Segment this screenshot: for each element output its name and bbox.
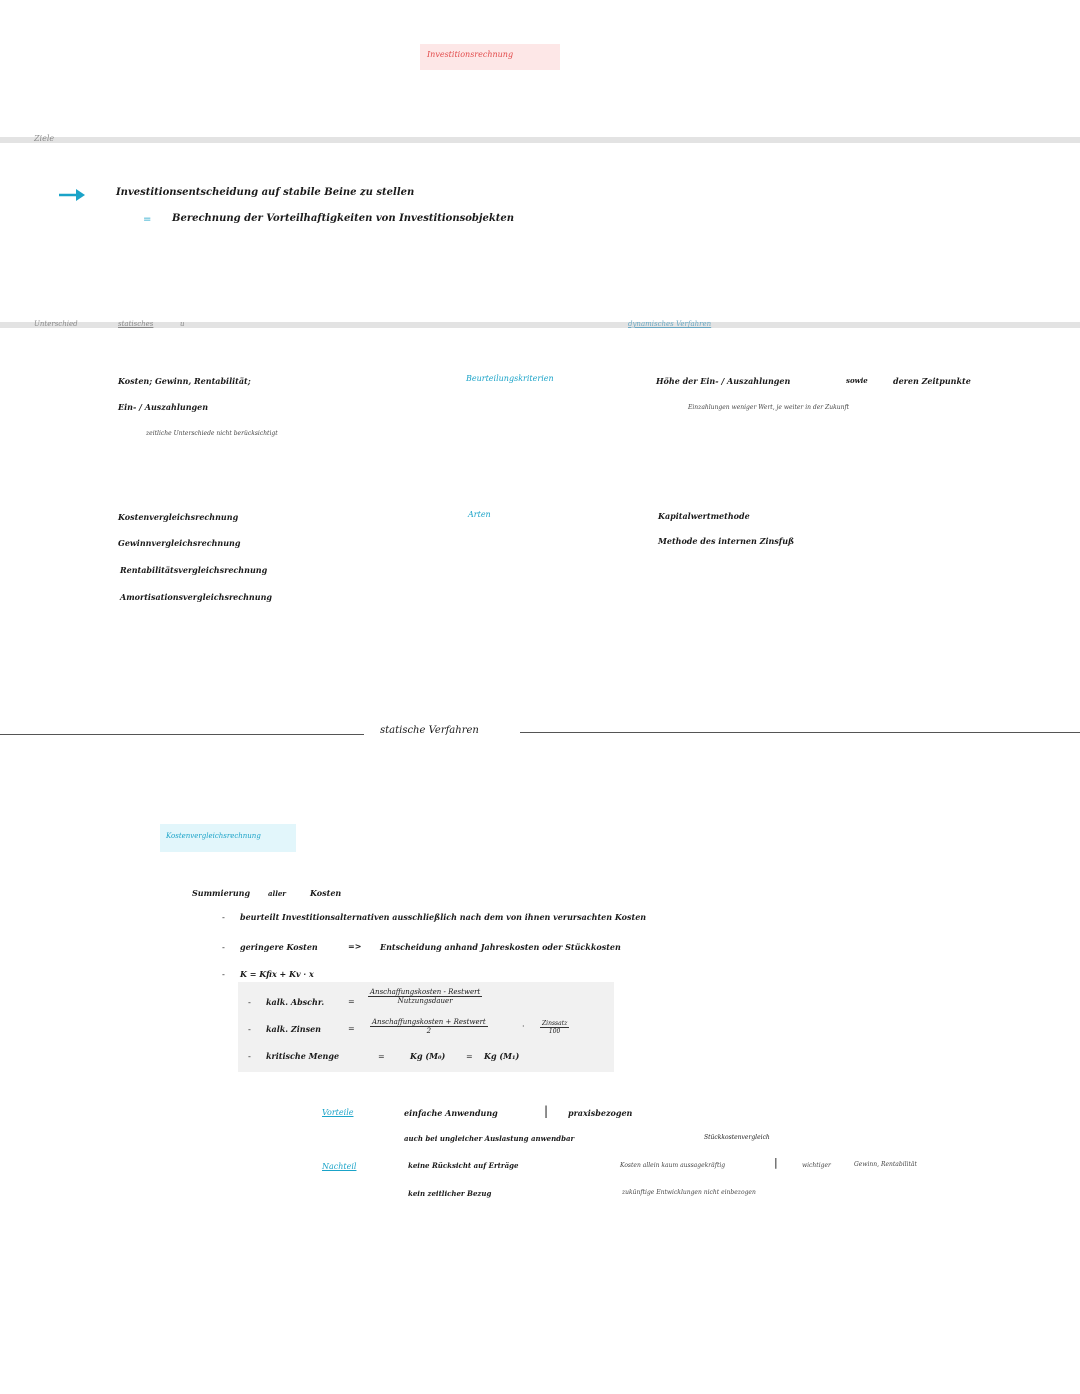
formula-menge-right: Kg (M₁) — [484, 1051, 520, 1061]
formula-zinssatz-den: 100 — [548, 1028, 561, 1035]
bullet-2-b: Entscheidung anhand Jahreskosten oder Stückkosten — [380, 942, 621, 952]
stueck-sep: | — [774, 1156, 778, 1169]
stueck-3: Gewinn, Rentabilität — [854, 1161, 917, 1168]
label-beurteilungskriterien: Beurteilungskriterien — [466, 374, 554, 383]
label-arten: Arten — [468, 510, 491, 519]
dynamisch-zeitpunkte: deren Zeitpunkte — [893, 376, 971, 386]
statisch-art-1: Kostenvergleichsrechnung — [118, 512, 239, 522]
formula-zinsen-mult: · — [522, 1022, 525, 1031]
formula-abschr-eq: = — [348, 997, 355, 1006]
formula-zinsen-label: kalk. Zinsen — [266, 1024, 321, 1034]
formula-zinssatz-num: Zinssatz — [542, 1020, 568, 1027]
formula-abschr-den: Nutzungsdauer — [397, 997, 453, 1005]
ziele-equals: = — [143, 214, 152, 225]
nachteil-2: kein zeitlicher Bezug — [408, 1189, 492, 1198]
statisch-kriterien-1: Kosten; Gewinn, Rentabilität; — [118, 376, 251, 386]
stueck-label: Stückkostenvergleich — [704, 1134, 770, 1141]
heading-rule-right — [520, 732, 1080, 733]
formula-zinssatz-fraction — [540, 1020, 569, 1035]
formula-zinsen-eq: = — [348, 1024, 355, 1033]
ziele-divider — [0, 137, 1080, 143]
bullet-1: beurteilt Investitionsalternativen ausschließlich nach dem von ihnen verursachten Kosten — [240, 912, 647, 922]
stueck-4: zukünftige Entwicklungen nicht einbezogen — [622, 1189, 756, 1196]
formula-zinsen-den: 2 — [426, 1027, 432, 1035]
summierung-1: Summierung — [192, 888, 251, 898]
formula-dash-3: - — [248, 1052, 251, 1061]
vorteil-sep: | — [544, 1104, 549, 1118]
bullet-dash-1: - — [222, 913, 225, 922]
heading-rule-left — [0, 734, 364, 735]
heading-statische-verfahren: statische Verfahren — [380, 725, 479, 736]
ziele-line-1: Investitionsentscheidung auf stabile Beine zu stellen — [116, 187, 415, 198]
stueck-1: Kosten allein kaum aussagekräftig — [620, 1162, 726, 1169]
summierung-3: Kosten — [310, 888, 342, 898]
bullet-dash-2: - — [222, 943, 225, 952]
stueck-2: wichtiger — [802, 1162, 831, 1169]
formula-dash-1: - — [248, 998, 251, 1007]
statisch-art-3: Rentabilitätsvergleichsrechnung — [120, 565, 268, 575]
kvr-label: Kostenvergleichsrechnung — [166, 832, 261, 840]
bullet-3: K = Kfix + Kv · x — [240, 969, 314, 979]
dynamisch-kriterien-1: Höhe der Ein- / Auszahlungen — [656, 376, 791, 386]
statisch-kriterien-2: Ein- / Auszahlungen — [118, 402, 209, 412]
statisch-art-4: Amortisationsvergleichsrechnung — [120, 592, 272, 602]
summierung-2: aller — [268, 889, 286, 898]
statisch-kriterien-note: zeitliche Unterschiede nicht berücksichtigt — [146, 430, 278, 437]
bullet-dash-3: - — [222, 970, 225, 979]
formula-menge-eq: = — [378, 1052, 385, 1061]
formula-abschr-fraction — [368, 988, 482, 1005]
label-vorteile: Vorteile — [322, 1108, 354, 1117]
col-head-statisch: statisches — [118, 320, 154, 328]
col-head-u: u — [180, 320, 185, 328]
page-title: Investitionsrechnung — [427, 50, 514, 59]
unterschied-divider — [0, 322, 1080, 328]
col-head-dynamisch: dynamisches Verfahren — [628, 320, 712, 328]
formula-menge-mid: = — [466, 1052, 473, 1061]
arrow-right-icon — [58, 188, 86, 202]
section-label-unterschied: Unterschied — [34, 320, 78, 328]
bullet-2-arrow: => — [348, 942, 362, 951]
vorteil-2: praxisbezogen — [568, 1108, 633, 1118]
nachteil-1: keine Rücksicht auf Erträge — [408, 1161, 519, 1170]
formula-zinsen-fraction — [370, 1018, 488, 1035]
formula-dash-2: - — [248, 1025, 251, 1034]
dynamisch-kriterien-note: Einzahlungen weniger Wert, je weiter in der Zukunft — [688, 404, 850, 411]
label-nachteil: Nachteil — [322, 1162, 357, 1171]
vorteil-3: auch bei ungleicher Auslastung anwendbar — [404, 1134, 575, 1143]
ziele-line-2: Berechnung der Vorteilhaftigkeiten von Investitionsobjekten — [172, 213, 515, 224]
dynamisch-sowie: sowie — [846, 376, 868, 385]
dynamisch-art-2: Methode des internen Zinsfuß — [658, 536, 795, 546]
formula-menge-left: Kg (M₀) — [410, 1051, 446, 1061]
vorteil-1: einfache Anwendung — [404, 1108, 498, 1118]
bullet-2-a: geringere Kosten — [240, 942, 318, 952]
formula-abschr-num: Anschaffungskosten - Restwert — [370, 988, 481, 996]
formula-zinsen-num: Anschaffungskosten + Restwert — [372, 1018, 486, 1026]
section-label-ziele: Ziele — [34, 134, 55, 143]
formula-abschr-label: kalk. Abschr. — [266, 997, 325, 1007]
statisch-art-2: Gewinnvergleichsrechnung — [118, 538, 241, 548]
formula-menge-label: kritische Menge — [266, 1051, 340, 1061]
dynamisch-art-1: Kapitalwertmethode — [658, 511, 750, 521]
